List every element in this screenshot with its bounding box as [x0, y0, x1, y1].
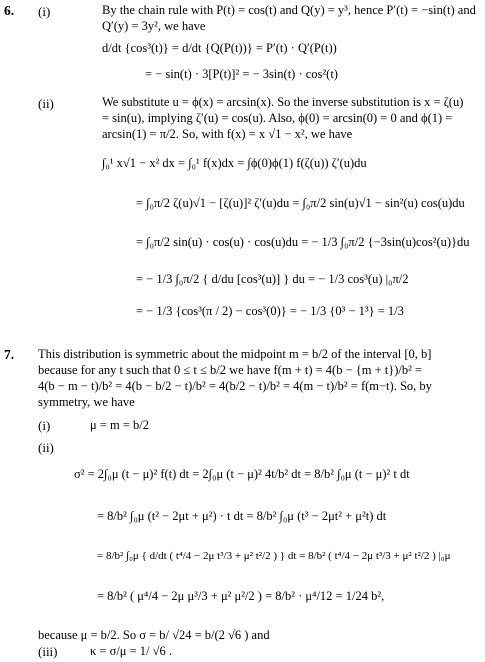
q6-part-ii-line-2: = sin(u), implying ζ′(u) = cos(u). Also, ϕ(0) = arcsin(0) = 0 and ϕ(1) = — [102, 111, 453, 125]
q6-part-ii-equation-5: = − 1/3 {cos³(π / 2) − cos³(0)} = − 1/3 {0³ − 1³} = 1/3 — [136, 304, 404, 318]
q7-part-ii-equation-1: σ² = 2∫₀μ (t − μ)² f(t) dt = 2∫₀μ (t − μ)² 4t/b² dt = 8/b² ∫₀μ (t − μ)² t dt — [74, 467, 410, 481]
q7-part-i-label: (i) — [38, 418, 51, 433]
q6-part-ii-label: (ii) — [38, 96, 54, 111]
q7-intro-line-3: 4(b − m − t)/b² = 4(b − b/2 − t)/b² = 4(b/2 − t)/b² = 4(m − t)/b² = f(m−t). So, by — [38, 379, 432, 393]
q7-part-iii-label: (iii) — [38, 644, 58, 659]
q6-part-ii-line-1: We substitute u = ϕ(x) = arcsin(x). So the inverse substitution is x = ζ(u) — [102, 95, 464, 109]
q7-part-ii-equation-4: = 8/b² ( μ⁴/4 − 2μ μ³/3 + μ² μ²/2 ) = 8/b² · μ⁴/12 = 1/24 b², — [97, 589, 385, 603]
q6-part-ii-equation-3: = ∫₀π/2 sin(u) · cos(u) · cos(u)du = − 1/3 ∫₀π/2 {−3sin(u)cos²(u)}du — [136, 235, 470, 249]
q7-part-iii-text: κ = σ/μ = 1/ √6 . — [90, 644, 173, 658]
q6-part-i-line-1: By the chain rule with P(t) = cos(t) and Q(y) = y³, hence P′(t) = −sin(t) and — [102, 3, 476, 17]
q6-part-i-label: (i) — [38, 4, 51, 19]
q6-part-ii-line-3: arcsin(1) = π/2. So, with f(x) = x √1 − x², we have — [102, 127, 353, 141]
q7-intro-line-1: This distribution is symmetric about the midpoint m = b/2 of the interval [0, b] — [38, 347, 432, 361]
q6-part-i-equation-1: d/dt {cos³(t)} = d/dt {Q(P(t))} = P′(t) · Q′(P(t)) — [102, 41, 337, 55]
question-7-number: 7. — [4, 347, 15, 362]
q7-intro-line-2: because for any t such that 0 ≤ t ≤ b/2 we have f(m + t) = 4(b − {m + t})/b² = — [38, 363, 423, 377]
q6-part-ii-equation-2: = ∫₀π/2 ζ(u)√1 − [ζ(u)]² ζ′(u)du = ∫₀π/2 sin(u)√1 − sin²(u) cos(u)du — [136, 196, 465, 210]
q7-part-ii-equation-2: = 8/b² ∫₀μ (t² − 2μt + μ²) · t dt = 8/b² ∫₀μ (t³ − 2μt² + μ²t) dt — [97, 509, 387, 523]
q6-part-i-line-2: Q′(y) = 3y², we have — [102, 19, 206, 33]
q7-part-ii-label: (ii) — [38, 440, 54, 455]
q7-part-i-text: μ = m = b/2 — [90, 418, 149, 432]
question-6-number: 6. — [4, 3, 15, 18]
q7-part-ii-equation-3: = 8/b² ∫₀μ { d/dt ( t⁴/4 − 2μ t³/3 + μ² t²/2 ) } dt = 8/b² ( t⁴/4 − 2μ t³/3 + μ² t²/2 ) |₀μ — [97, 550, 451, 562]
q6-part-i-equation-2: = − sin(t) · 3[P(t)]² = − 3sin(t) · cos²(t) — [145, 67, 338, 81]
q7-because-line: because μ = b/2. So σ = b/ √24 = b/(2 √6 ) and — [38, 628, 270, 642]
q6-part-ii-equation-1: ∫₀¹ x√1 − x² dx = ∫₀¹ f(x)dx = ∫ϕ(0)ϕ(1) f(ζ(u)) ζ′(u)du — [102, 156, 367, 170]
q6-part-ii-equation-4: = − 1/3 ∫₀π/2 { d/du [cos³(u)] } du = − 1/3 cos³(u) |₀π/2 — [136, 272, 409, 286]
q7-intro-line-4: symmetry, we have — [38, 395, 135, 409]
